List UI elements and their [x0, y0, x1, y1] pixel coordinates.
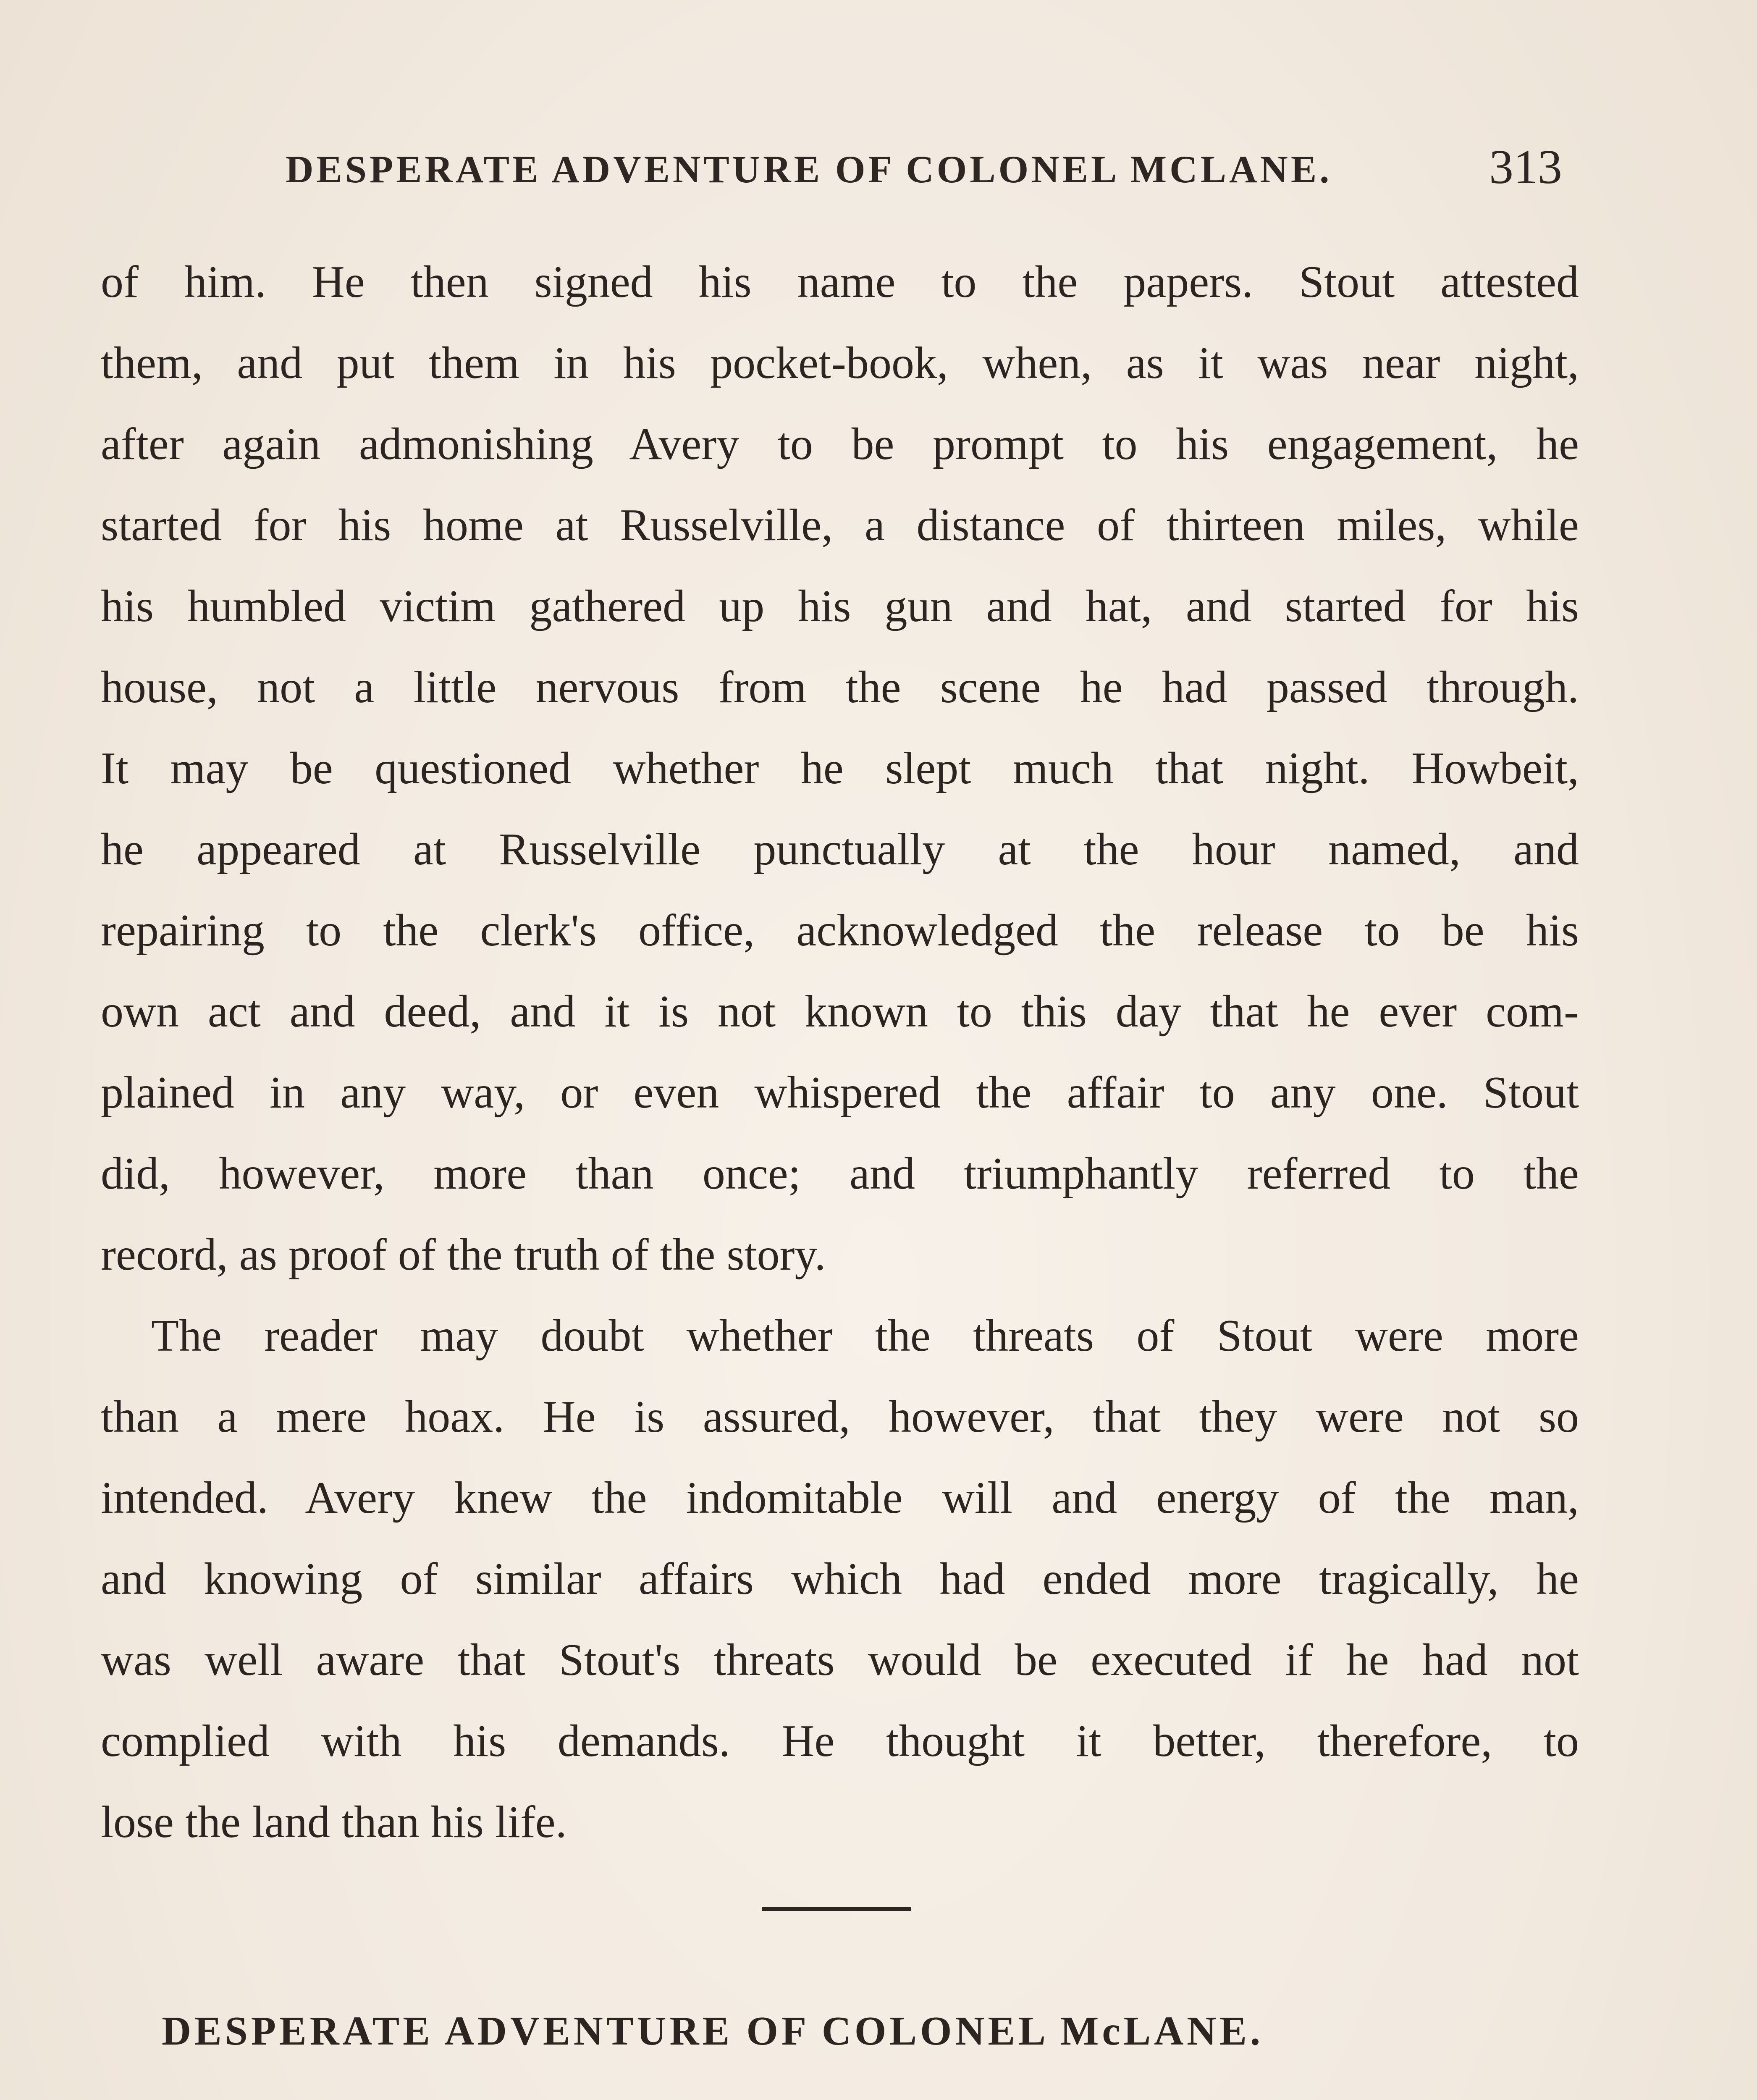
text-line: It may be questioned whether he slept much that night. Howbeit, [101, 743, 1579, 793]
text-line: record, as proof of the truth of the story. [101, 1230, 826, 1280]
running-head [286, 140, 1562, 197]
text-line: and knowing of similar affairs which had ended more tragically, he [101, 1554, 1579, 1604]
text-line: plained in any way, or even whispered the affair to any one. Stout [101, 1068, 1579, 1118]
running-title: DESPERATE ADVENTURE OF COLONEL MCLANE. [286, 148, 1332, 191]
text-line: his humbled victim gathered up his gun and hat, and started for his [101, 581, 1579, 631]
section-heading: DESPERATE ADVENTURE OF COLONEL McLANE. [162, 2008, 1264, 2053]
section-text [101, 2093, 1579, 2100]
text-line: than a mere hoax. He is assured, however, that they were not so [101, 1392, 1579, 1442]
page-number: 313 [1489, 140, 1562, 194]
text-line: he appeared at Russelville punctually at the hour named, and [101, 824, 1579, 874]
text-line: after again admonishing Avery to be prompt to his engagement, he [101, 419, 1579, 469]
text-line: repairing to the clerk's office, acknowledged the release to be his [101, 906, 1579, 956]
body-text [101, 242, 1579, 1863]
text-line: them, and put them in his pocket-book, when, as it was near night, [101, 338, 1579, 388]
text-line: complied with his demands. He thought it better, therefore, to [101, 1716, 1579, 1766]
text-line: started for his home at Russelville, a distance of thirteen miles, while [101, 500, 1579, 550]
text-line: was well aware that Stout's threats would be executed if he had not [101, 1635, 1579, 1685]
text-line: did, however, more than once; and triumphantly referred to the [101, 1149, 1579, 1199]
text-line: own act and deed, and it is not known to this day that he ever com- [101, 987, 1579, 1037]
text-line: lose the land than his life. [101, 1797, 567, 1847]
section-divider [762, 1907, 911, 1911]
text-line: of him. He then signed his name to the papers. Stout attested [101, 257, 1579, 307]
text-line [101, 2093, 1579, 2100]
text-line: The reader may doubt whether the threats of Stout were more [151, 1311, 1579, 1361]
text-line: intended. Avery knew the indomitable will and energy of the man, [101, 1473, 1579, 1523]
text-line: house, not a little nervous from the scene he had passed through. [101, 662, 1579, 712]
